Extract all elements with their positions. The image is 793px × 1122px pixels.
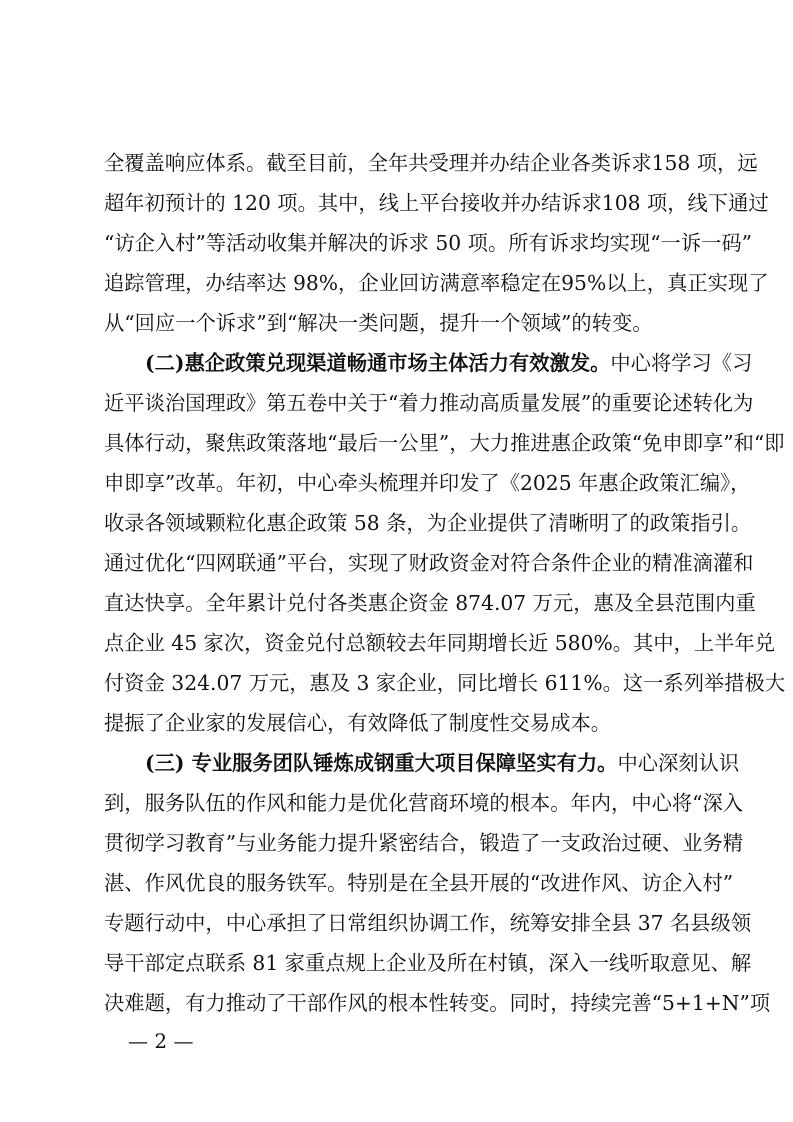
paragraph-line: 点企业 45 家次，资金兑付总额较去年同期增长近 580%。其中，上半年兑 <box>104 631 776 655</box>
paragraph-line: 超年初预计的 120 项。其中，线上平台接收并办结诉求108 项，线下通过 <box>104 191 769 215</box>
section-3-first-line <box>145 743 740 783</box>
paragraph-line: 到，服务队伍的作风和能力是优化营商环境的根本。年内，中心将“深入 <box>104 791 744 815</box>
paragraph-line: 贯彻学习教育”与业务能力提升紧密结合，锻造了一支政治过硬、业务精 <box>104 831 744 855</box>
paragraph-line: 专题行动中，中心承担了日常组织协调工作，统筹安排全县 37 名县级领 <box>104 911 752 935</box>
paragraph-line: 通过优化“四网联通”平台，实现了财政资金对符合条件企业的精准滴灌和 <box>104 551 754 575</box>
paragraph-line: 申即享”改革。年初，中心牵头梳理并印发了《2025 年惠企政策汇编》， <box>104 471 751 495</box>
section-3-heading: (三) 专业服务团队锤炼成钢重大项目保障坚实有力。 <box>145 751 618 775</box>
paragraph-line: 具体行动，聚焦政策落地“最后一公里”，大力推进惠企政策“免申即享”和“即 <box>104 431 785 455</box>
paragraph-line: 收录各领域颗粒化惠企政策 58 条，为企业提供了清晰明了的政策指引。 <box>104 511 752 535</box>
section-2-first-rest: 中心将学习《习 <box>610 351 753 375</box>
paragraph-line: 提振了企业家的发展信心，有效降低了制度性交易成本。 <box>104 711 612 735</box>
paragraph-line: “访企入村”等活动收集并解决的诉求 50 项。所有诉求均实现“一诉一码” <box>104 231 753 255</box>
paragraph-line: 决难题，有力推动了干部作风的根本性转变。同时，持续完善“5+1+N”项 <box>104 991 771 1015</box>
paragraph-line: 直达快享。全年累计兑付各类惠企资金 874.07 万元，惠及全县范围内重 <box>104 591 756 615</box>
paragraph-line: 导干部定点联系 81 家重点规上企业及所在村镇，深入一线听取意见、解 <box>104 951 752 975</box>
section-2-heading: (二)惠企政策兑现渠道畅通市场主体活力有效激发。 <box>145 351 611 375</box>
page-number: — 2 — <box>128 1029 194 1053</box>
paragraph-line: 付资金 324.07 万元，惠及 3 家企业，同比增长 611%。这一系列举措极大 <box>104 671 786 695</box>
paragraph-line: 从“回应一个诉求”到“解决一类问题，提升一个领域”的转变。 <box>104 311 653 335</box>
paragraph-line: 湛、作风优良的服务铁军。特别是在全县开展的“改进作风、访企入村” <box>104 871 734 895</box>
section-3-first-rest: 中心深刻认识 <box>617 751 740 775</box>
section-2-first-line <box>145 343 753 383</box>
paragraph-line: 全覆盖响应体系。截至目前，全年共受理并办结企业各类诉求158 项，远 <box>104 151 758 175</box>
paragraph-line: 近平谈治国理政》第五卷中关于“着力推动高质量发展”的重要论述转化为 <box>104 391 754 415</box>
paragraph-line: 追踪管理，办结率达 98%，企业回访满意率稳定在95%以上，真正实现了 <box>104 271 769 295</box>
